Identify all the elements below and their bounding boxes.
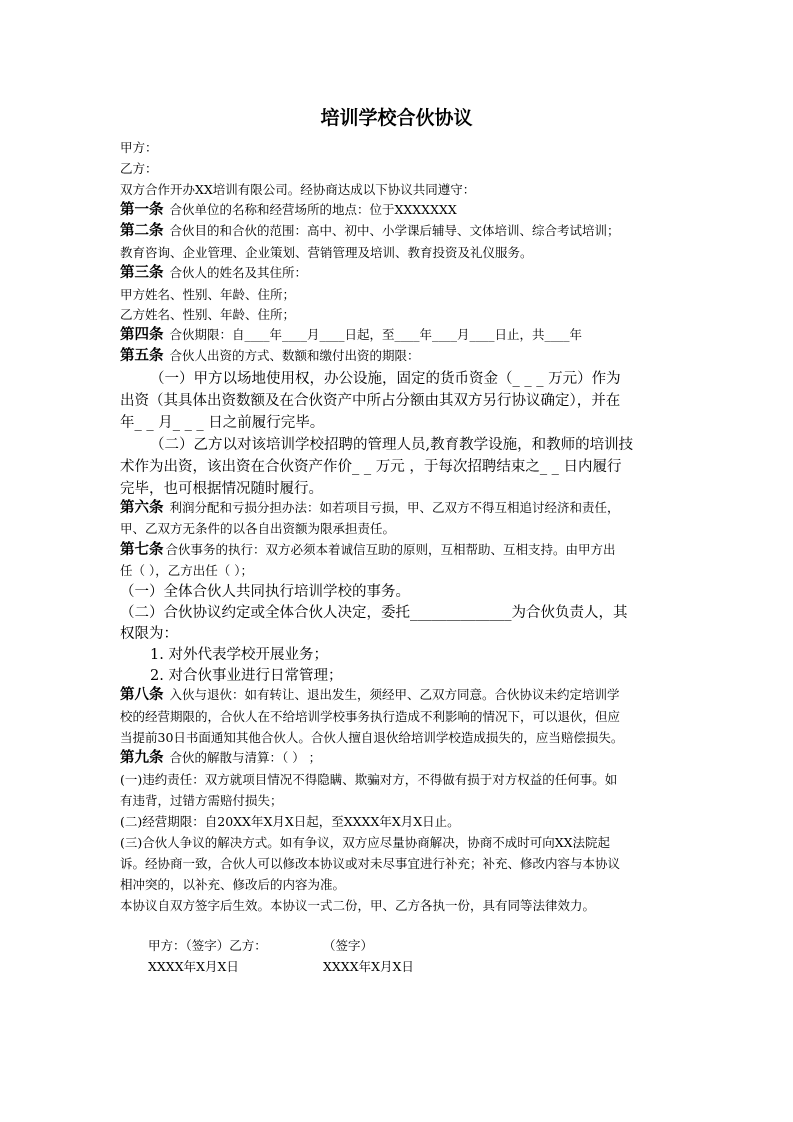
intro-line: 双方合作开办XX培训有限公司。经协商达成以下协议共同遵守： xyxy=(120,182,476,197)
article-9-text: 合伙的解散与清算：（ ） ； xyxy=(169,750,322,765)
article-5-p1-line-2: 出资（其具体出资数额及在合伙资产中所占分额由其双方另行协议确定），并在 xyxy=(120,393,621,409)
article-1 xyxy=(120,202,457,218)
article-9 xyxy=(120,750,321,766)
article-7 xyxy=(120,542,616,558)
article-9-line-2: 有违背，过错方需赔付损失； xyxy=(120,793,283,808)
article-3-text: 合伙人的姓名及其住所： xyxy=(169,265,307,280)
article-6-line-2: 甲、乙双方无条件的以各自出资额为限承担责任。 xyxy=(120,521,396,536)
article-6-heading: 第六条 xyxy=(120,500,164,516)
article-7-item-2: 2. 对合伙事业进行日常管理； xyxy=(150,668,343,684)
article-6 xyxy=(120,500,620,516)
article-8-text: 入伙与退伙：如有转让、退出发生，须经甲、乙双方同意。合伙协议未约定培训学 xyxy=(169,687,620,702)
article-7-text: 合伙事务的执行：双方必须本着诚信互助的原则，互相帮助、互相支持。由甲方出 xyxy=(165,542,616,557)
article-9-line-5: 诉。经协商一致，合伙人可以修改本协议或对未尽事宜进行补充；补充、修改内容与本协议 xyxy=(120,856,621,871)
signature-date-a: XXXX年X月X日 xyxy=(148,959,239,974)
article-1-heading: 第一条 xyxy=(120,202,164,218)
signature-label-b: （签字） xyxy=(323,938,374,953)
article-3-line-2: 甲方姓名、性别、年龄、住所； xyxy=(120,287,296,302)
article-2 xyxy=(120,223,620,239)
article-4 xyxy=(120,327,582,343)
party-b-line: 乙方： xyxy=(120,161,158,176)
article-1-text: 合伙单位的名称和经营场所的地点：位于XXXXXXX xyxy=(169,202,457,217)
article-8-heading: 第八条 xyxy=(120,687,164,703)
article-5-heading: 第五条 xyxy=(120,348,164,364)
article-4-heading: 第四条 xyxy=(120,327,164,343)
article-3 xyxy=(120,265,307,281)
article-4-text: 合伙期限：自____年____月____日起，至____年____月____日止，共____年 xyxy=(169,327,582,342)
article-6-text: 利润分配和亏损分担办法：如若项目亏损，甲、乙双方不得互相追讨经济和责任， xyxy=(169,500,620,515)
article-9-line-6: 相冲突的，以补充、修改后的内容为准。 xyxy=(120,877,346,892)
signature-label-a: 甲方：（签字）乙方： xyxy=(148,938,267,953)
article-2-text: 合伙目的和合伙的范围：高中、初中、小学课后辅导、文体培训、综合考试培训； xyxy=(169,223,620,238)
article-3-line-3: 乙方姓名、性别、年龄、住所； xyxy=(120,307,296,322)
article-7-item-1: 1. 对外代表学校开展业务； xyxy=(150,647,328,663)
article-5-p1-line-3: 年_ _ 月_ _ _ 日之前履行完毕。 xyxy=(120,415,325,431)
article-5-text: 合伙人出资的方式、数额和缴付出资的期限： xyxy=(169,348,420,363)
closing-line: 本协议自双方签字后生效。本协议一式二份，甲、乙方各执一份，具有同等法律效力。 xyxy=(120,898,596,913)
article-9-line-3: (二)经营期限：自20XX年X月X日起，至XXXX年X月X日止。 xyxy=(120,814,460,829)
article-3-heading: 第三条 xyxy=(120,265,164,281)
article-7-p2-line-1: （二）合伙协议约定或全体合伙人决定，委托______________为合伙负责人，其 xyxy=(120,605,628,621)
article-5-p2-line-3: 完毕，也可根据情况随时履行。 xyxy=(120,481,323,497)
article-5-p2-line-2: 术作为出资，该出资在合伙资产作价_ _ 万元 ，于每次招聘结束之_ _ 日内履行 xyxy=(120,459,622,475)
article-8 xyxy=(120,687,620,703)
article-9-line-4: (三)合伙人争议的解决方式。如有争议，双方应尽量协商解决，协商不成时可向XX法院起 xyxy=(120,835,611,850)
article-2-heading: 第二条 xyxy=(120,223,164,239)
article-8-line-3: 当提前30日书面通知其他合伙人。合伙人擅自退伙给培训学校造成损失的，应当赔偿损失。 xyxy=(120,730,624,745)
article-5-p2-line-1: （二）乙方以对该培训学校招聘的管理人员,教育教学设施，和教师的培训技 xyxy=(150,437,634,453)
article-8-line-2: 校的经营期限的，合伙人在不给培训学校事务执行造成不利影响的情况下，可以退伙，但应 xyxy=(120,709,621,724)
document-title: 培训学校合伙协议 xyxy=(320,107,473,129)
article-5-p1-line-1: （一）甲方以场地使用权，办公设施，固定的货币资金（_ _ _ 万元）作为 xyxy=(150,371,621,387)
signature-date-b: XXXX年X月X日 xyxy=(323,959,414,974)
article-9-line-1: (一)违约责任：双方就项目情况不得隐瞒、欺骗对方，不得做有损于对方权益的任何事。如 xyxy=(120,772,618,787)
article-2-line-2: 教育咨询、企业管理、企业策划、营销管理及培训、教育投资及礼仪服务。 xyxy=(120,245,533,260)
article-7-line-2: 任（ ），乙方出任（ ）； xyxy=(120,563,253,578)
party-a-line: 甲方： xyxy=(120,140,158,155)
article-9-heading: 第九条 xyxy=(120,750,164,766)
article-5 xyxy=(120,348,420,364)
article-7-p2-line-2: 权限为： xyxy=(120,626,178,642)
article-7-heading: 第七条 xyxy=(120,542,164,558)
article-7-p1: （一）全体合伙人共同执行培训学校的事务。 xyxy=(120,584,410,600)
